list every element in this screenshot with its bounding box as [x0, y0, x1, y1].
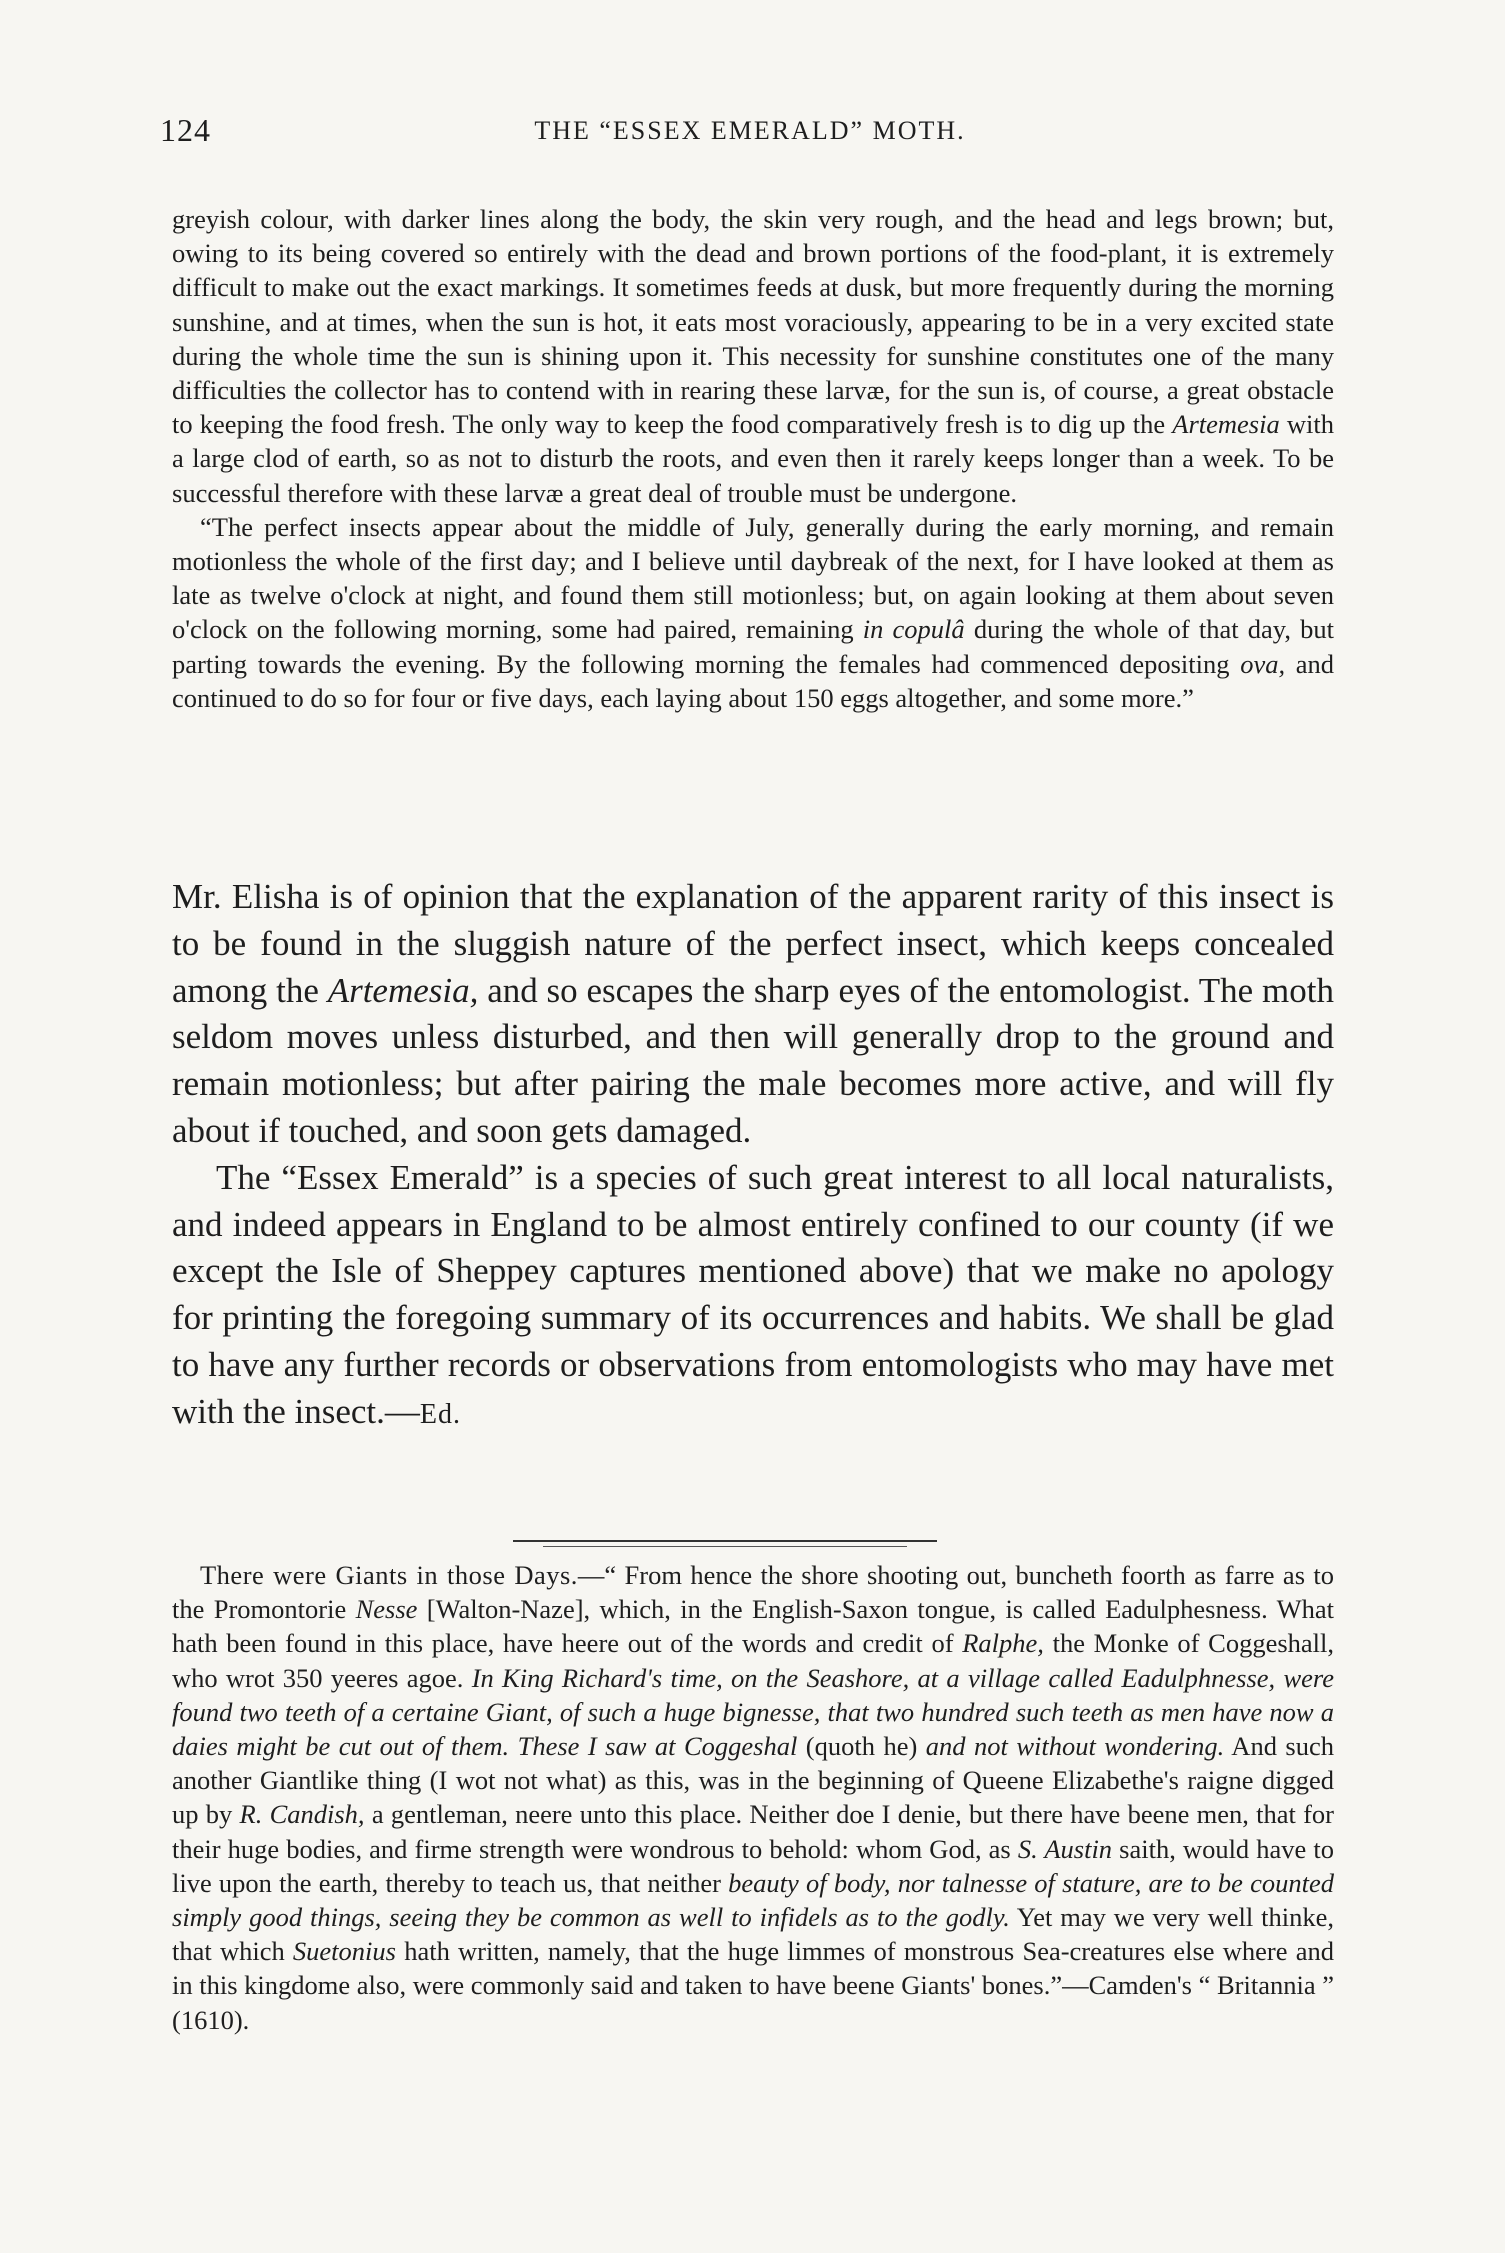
editorial-commentary [172, 874, 1334, 1439]
italic-term: Artemesia [1172, 409, 1280, 440]
italic-term: in copulâ [862, 614, 965, 645]
italic-term: ova, [1240, 648, 1286, 679]
paragraph-essex-emerald: The “Essex Emerald” is a species of such great interest to all local naturalists, and indeed appears in England to be almost entirely confined to our county (if we except the Isle of Sheppey captures mentioned above) that we make no apology for printing the foregoing summary of its occurrences and habits. We shall be glad to have any further records or observations from entomologists who may have met with the insect.—Ed. [172, 1157, 1334, 1431]
paragraph-perfect-insects: “The perfect insects appear about the middle of July, generally during the early morning, and remain motionless the whole of the first day; and I believe until daybreak of the next, for I have looked at them as late as twelve o'clock at night, and found them still motionless; but, on again looking at them about seven o'clock on the following morning, some had paired, remaining in copulâ during the whole of that day, but parting towards the evening. By the following morning the females had commenced depositing ova, and continued to do so for four or five days, each laying about 150 eggs altogether, and some more.” [172, 511, 1335, 713]
letter-continuation [172, 202, 1334, 715]
paragraph-giants: There were Giants in those Days.—“ From hence the shore shooting out, buncheth foorth as farre as to the Promontorie Nesse [Walton-Naze], which, in the English-Saxon tongue, is called Eadulphesness. What hath been found in this place, have heere out of the words and credit of Ralphe, the Monke of Coggeshall, who wrot 350 yeeres agoe. In King Richard's time, on the Seashore, at a village called Eadulphnesse, were found two teeth of a certaine Giant, of such a huge bignesse, that two hundred such teeth as men have now a daies might be cut out of them. These I saw at Coggeshal (quoth he) and not without wondering. And such another Giantlike thing (I wot not what) as this, was in the beginning of Queene Elizabethe's raigne digged up by R. Candish, a gentleman, neere unto this place. Neither doe I denie, but there have beene men, that for their huge bodies, and firme strength were wondrous to behold: whom God, as S. Austin saith, would have to live upon the earth, thereby to teach us, that neither beauty of body, nor talnesse of stature, are to be counted simply good things, seeing they be common as well to infidels as to the godly. Yet may we very well thinke, that which Suetonius hath written, namely, that the huge limmes of monstrous Sea-creatures else where and in this kingdome also, were commonly said and taken to have beene Giants' bones.”—Camden's “ Britannia ” (1610). [172, 1560, 1335, 2035]
italic-quotation: In King Richard's time, on the Seashore, at a village called Eadulphnesse, were found two teeth of a certaine Giant, of such a huge bignesse, that two hundred such teeth as men have now a daies might be cut out of them. These I saw at Coggeshal [172, 1662, 1334, 1762]
italic-quotation: beauty of body, nor talnesse of stature, are to be counted simply good things, seeing they be common as well to infidels as to the godly. [172, 1867, 1334, 1933]
paragraph-mr-elisha: Mr. Elisha is of opinion that the explanation of the apparent rarity of this insect is to be found in the sluggish nature of the perfect insect, which keeps concealed among the Artemesia, and so escapes the sharp eyes of the entomologist. The moth seldom moves unless disturbed, and then will generally drop to the ground and remain motionless; but after pairing the male becomes more active, and will fly about if touched, and soon gets damaged. [172, 877, 1334, 1150]
running-title: THE “ESSEX EMERALD” MOTH. [534, 116, 966, 145]
paragraph-larvae: greyish colour, with darker lines along the body, the skin very rough, and the head and legs brown; but, owing to its being covered so entirely with the dead and brown portions of the food-plant, it is extremely difficult to make out the exact markings. It sometimes feeds at dusk, but more frequently during the morning sunshine, and at times, when the sun is hot, it eats most voraciously, appearing to be in a very excited state during the whole time the sun is shining upon it. This necessity for sunshine constitutes one of the many difficulties the collector has to contend with in rearing these larvæ, for the sun is, of course, a great obstacle to keeping the food fresh. The only way to keep the food comparatively fresh is to dig up the Artemesia with a large clod of earth, so as not to disturb the roots, and even then it rarely keeps longer than a week. To be successful therefore with these larvæ a great deal of trouble must be undergone. [172, 204, 1334, 508]
italic-term: Artemesia, [327, 970, 479, 1010]
note-heading: There were Giants in those Days. [200, 1560, 578, 1590]
editor-signature: Ed. [419, 1398, 461, 1430]
page-header [160, 112, 1340, 152]
note-giants [172, 1558, 1334, 2037]
page-number: 124 [160, 112, 211, 148]
